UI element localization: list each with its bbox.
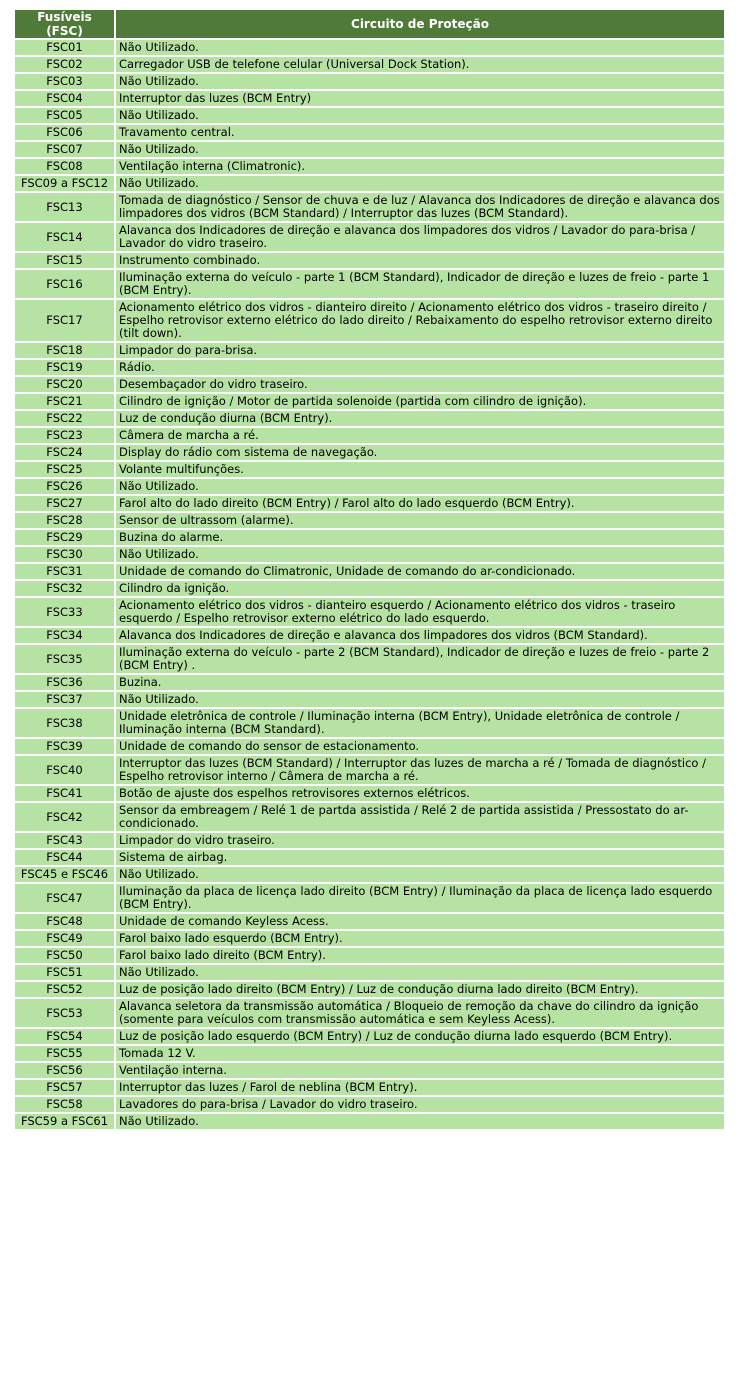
fuse-code-cell: FSC19 xyxy=(15,360,114,375)
fuse-code-cell: FSC51 xyxy=(15,965,114,980)
table-row xyxy=(15,513,724,528)
circuit-description-cell: Farol baixo lado direito (BCM Entry). xyxy=(116,948,724,963)
fuse-code-cell: FSC31 xyxy=(15,564,114,579)
table-row xyxy=(15,40,724,55)
circuit-description-cell: Iluminação da placa de licença lado direito (BCM Entry) / Iluminação da placa de licença lado esquerdo (BCM Entry). xyxy=(116,884,724,912)
table-row xyxy=(15,1046,724,1061)
fuse-code-cell: FSC58 xyxy=(15,1097,114,1112)
circuit-description-cell: Alavanca dos Indicadores de direção e alavanca dos limpadores dos vidros / Lavador do para-brisa / Lavador do vidro traseiro. xyxy=(116,223,724,251)
circuit-description-cell: Luz de posição lado direito (BCM Entry) / Luz de condução diurna lado direito (BCM Entry). xyxy=(116,982,724,997)
circuit-description-cell: Iluminação externa do veículo - parte 1 (BCM Standard), Indicador de direção e luzes de freio - parte 1 (BCM Entry). xyxy=(116,270,724,298)
fuse-code-cell: FSC15 xyxy=(15,253,114,268)
fuse-code-cell: FSC59 a FSC61 xyxy=(15,1114,114,1129)
table-row xyxy=(15,57,724,72)
circuit-description-cell: Lavadores do para-brisa / Lavador do vidro traseiro. xyxy=(116,1097,724,1112)
fuse-code-cell: FSC09 a FSC12 xyxy=(15,176,114,191)
circuit-description-cell: Não Utilizado. xyxy=(116,1114,724,1129)
table-row xyxy=(15,445,724,460)
table-row xyxy=(15,1063,724,1078)
circuit-description-cell: Não Utilizado. xyxy=(116,965,724,980)
fuse-code-cell: FSC08 xyxy=(15,159,114,174)
fuse-code-cell: FSC54 xyxy=(15,1029,114,1044)
table-row xyxy=(15,867,724,882)
table-row xyxy=(15,193,724,221)
fuse-code-cell: FSC48 xyxy=(15,914,114,929)
fuse-code-cell: FSC32 xyxy=(15,581,114,596)
table-row xyxy=(15,428,724,443)
circuit-description-cell: Desembaçador do vidro traseiro. xyxy=(116,377,724,392)
table-row xyxy=(15,360,724,375)
circuit-description-cell: Não Utilizado. xyxy=(116,142,724,157)
circuit-description-cell: Botão de ajuste dos espelhos retrovisores externos elétricos. xyxy=(116,786,724,801)
circuit-description-cell: Não Utilizado. xyxy=(116,108,724,123)
circuit-description-cell: Luz de posição lado esquerdo (BCM Entry) / Luz de condução diurna lado esquerdo (BCM Entry). xyxy=(116,1029,724,1044)
fuse-code-cell: FSC50 xyxy=(15,948,114,963)
circuit-description-cell: Carregador USB de telefone celular (Universal Dock Station). xyxy=(116,57,724,72)
table-row xyxy=(15,394,724,409)
fuse-code-cell: FSC02 xyxy=(15,57,114,72)
circuit-description-cell: Ventilação interna. xyxy=(116,1063,724,1078)
fuse-code-cell: FSC14 xyxy=(15,223,114,251)
circuit-description-cell: Unidade eletrônica de controle / Iluminação interna (BCM Entry), Unidade eletrônica de controle / Iluminação interna (BCM Standard). xyxy=(116,709,724,737)
table-row xyxy=(15,300,724,341)
table-row xyxy=(15,377,724,392)
fuse-code-cell: FSC53 xyxy=(15,999,114,1027)
circuit-description-cell: Tomada 12 V. xyxy=(116,1046,724,1061)
fuse-code-cell: FSC21 xyxy=(15,394,114,409)
circuit-description-cell: Tomada de diagnóstico / Sensor de chuva e de luz / Alavanca dos Indicadores de direção e alavanca dos limpadores dos vidros (BCM Standard) / Interruptor das luzes (BCM Standard). xyxy=(116,193,724,221)
table-row xyxy=(15,914,724,929)
circuit-description-cell: Unidade de comando do sensor de estacionamento. xyxy=(116,739,724,754)
fuse-code-cell: FSC16 xyxy=(15,270,114,298)
fuse-code-cell: FSC26 xyxy=(15,479,114,494)
circuit-description-cell: Não Utilizado. xyxy=(116,176,724,191)
table-row xyxy=(15,982,724,997)
fuse-code-cell: FSC03 xyxy=(15,74,114,89)
circuit-description-cell: Alavanca seletora da transmissão automática / Bloqueio de remoção da chave do cilindro da ignição (somente para veículos com transmissão automática e sem Keyless Acess). xyxy=(116,999,724,1027)
table-row xyxy=(15,1080,724,1095)
circuit-description-cell: Câmera de marcha a ré. xyxy=(116,428,724,443)
table-row xyxy=(15,709,724,737)
circuit-description-cell: Iluminação externa do veículo - parte 2 (BCM Standard), Indicador de direção e luzes de freio - parte 2 (BCM Entry) . xyxy=(116,645,724,673)
circuit-description-cell: Não Utilizado. xyxy=(116,692,724,707)
table-row xyxy=(15,598,724,626)
table-row xyxy=(15,833,724,848)
fuse-code-cell: FSC57 xyxy=(15,1080,114,1095)
table-row xyxy=(15,645,724,673)
table-row xyxy=(15,223,724,251)
table-row xyxy=(15,91,724,106)
table-row xyxy=(15,411,724,426)
table-row xyxy=(15,581,724,596)
table-row xyxy=(15,479,724,494)
table-row xyxy=(15,530,724,545)
fuse-code-cell: FSC01 xyxy=(15,40,114,55)
fuse-code-cell: FSC24 xyxy=(15,445,114,460)
circuit-description-cell: Acionamento elétrico dos vidros - dianteiro direito / Acionamento elétrico dos vidros - traseiro direito / Espelho retrovisor externo elétrico do lado direito / Rebaixamento do espelho retrovisor externo direito (tilt down). xyxy=(116,300,724,341)
circuit-description-cell: Buzina. xyxy=(116,675,724,690)
table-row xyxy=(15,628,724,643)
table-row xyxy=(15,675,724,690)
column-header-circuit: Circuito de Proteção xyxy=(116,10,724,38)
circuit-description-cell: Travamento central. xyxy=(116,125,724,140)
circuit-description-cell: Não Utilizado. xyxy=(116,479,724,494)
circuit-description-cell: Limpador do vidro traseiro. xyxy=(116,833,724,848)
table-row xyxy=(15,253,724,268)
fuse-code-cell: FSC23 xyxy=(15,428,114,443)
table-row xyxy=(15,850,724,865)
fuse-code-cell: FSC17 xyxy=(15,300,114,341)
table-row xyxy=(15,547,724,562)
circuit-description-cell: Volante multifunções. xyxy=(116,462,724,477)
table-row xyxy=(15,125,724,140)
circuit-description-cell: Display do rádio com sistema de navegação. xyxy=(116,445,724,460)
table-row xyxy=(15,462,724,477)
table-row xyxy=(15,948,724,963)
fuse-code-cell: FSC18 xyxy=(15,343,114,358)
table-row xyxy=(15,564,724,579)
table-row xyxy=(15,931,724,946)
circuit-description-cell: Alavanca dos Indicadores de direção e alavanca dos limpadores dos vidros (BCM Standard). xyxy=(116,628,724,643)
circuit-description-cell: Ventilação interna (Climatronic). xyxy=(116,159,724,174)
fuse-code-cell: FSC22 xyxy=(15,411,114,426)
circuit-description-cell: Interruptor das luzes (BCM Standard) / Interruptor das luzes de marcha a ré / Tomada de diagnóstico / Espelho retrovisor interno / Câmera de marcha a ré. xyxy=(116,756,724,784)
table-row xyxy=(15,1097,724,1112)
circuit-description-cell: Não Utilizado. xyxy=(116,867,724,882)
fuse-code-cell: FSC27 xyxy=(15,496,114,511)
table-header-row xyxy=(15,10,724,38)
circuit-description-cell: Não Utilizado. xyxy=(116,74,724,89)
fuse-code-cell: FSC41 xyxy=(15,786,114,801)
table-row xyxy=(15,756,724,784)
fuse-code-cell: FSC13 xyxy=(15,193,114,221)
table-row xyxy=(15,1029,724,1044)
fuse-code-cell: FSC47 xyxy=(15,884,114,912)
table-row xyxy=(15,74,724,89)
fuse-code-cell: FSC30 xyxy=(15,547,114,562)
fuse-code-cell: FSC28 xyxy=(15,513,114,528)
fuse-code-cell: FSC42 xyxy=(15,803,114,831)
circuit-description-cell: Unidade de comando do Climatronic, Unidade de comando do ar-condicionado. xyxy=(116,564,724,579)
circuit-description-cell: Cilindro de ignição / Motor de partida solenoide (partida com cilindro de ignição). xyxy=(116,394,724,409)
table-row xyxy=(15,692,724,707)
column-header-fuse: Fusíveis (FSC) xyxy=(15,10,114,38)
table-row xyxy=(15,786,724,801)
table-row xyxy=(15,1114,724,1129)
fuse-code-cell: FSC55 xyxy=(15,1046,114,1061)
fuse-code-cell: FSC37 xyxy=(15,692,114,707)
table-row xyxy=(15,999,724,1027)
fuse-code-cell: FSC56 xyxy=(15,1063,114,1078)
fuse-code-cell: FSC38 xyxy=(15,709,114,737)
fuse-code-cell: FSC06 xyxy=(15,125,114,140)
fuse-code-cell: FSC20 xyxy=(15,377,114,392)
fuse-code-cell: FSC43 xyxy=(15,833,114,848)
circuit-description-cell: Unidade de comando Keyless Acess. xyxy=(116,914,724,929)
table-body xyxy=(15,40,724,1129)
circuit-description-cell: Sistema de airbag. xyxy=(116,850,724,865)
table-row xyxy=(15,965,724,980)
fuse-code-cell: FSC35 xyxy=(15,645,114,673)
fuse-code-cell: FSC49 xyxy=(15,931,114,946)
table-row xyxy=(15,803,724,831)
fuse-code-cell: FSC34 xyxy=(15,628,114,643)
circuit-description-cell: Sensor de ultrassom (alarme). xyxy=(116,513,724,528)
fuse-code-cell: FSC07 xyxy=(15,142,114,157)
circuit-description-cell: Farol alto do lado direito (BCM Entry) / Farol alto do lado esquerdo (BCM Entry). xyxy=(116,496,724,511)
table-row xyxy=(15,108,724,123)
circuit-description-cell: Sensor da embreagem / Relé 1 de partda assistida / Relé 2 de partida assistida / Pressostato do ar-condicionado. xyxy=(116,803,724,831)
table-row xyxy=(15,176,724,191)
circuit-description-cell: Não Utilizado. xyxy=(116,547,724,562)
fuse-code-cell: FSC45 e FSC46 xyxy=(15,867,114,882)
fuse-code-cell: FSC04 xyxy=(15,91,114,106)
circuit-description-cell: Farol baixo lado esquerdo (BCM Entry). xyxy=(116,931,724,946)
table-row xyxy=(15,270,724,298)
circuit-description-cell: Interruptor das luzes (BCM Entry) xyxy=(116,91,724,106)
table-row xyxy=(15,142,724,157)
circuit-description-cell: Cilindro da ignição. xyxy=(116,581,724,596)
circuit-description-cell: Limpador do para-brisa. xyxy=(116,343,724,358)
fuse-table xyxy=(13,8,726,1131)
table-row xyxy=(15,884,724,912)
circuit-description-cell: Interruptor das luzes / Farol de neblina (BCM Entry). xyxy=(116,1080,724,1095)
fuse-code-cell: FSC25 xyxy=(15,462,114,477)
fuse-code-cell: FSC33 xyxy=(15,598,114,626)
fuse-code-cell: FSC40 xyxy=(15,756,114,784)
fuse-code-cell: FSC29 xyxy=(15,530,114,545)
circuit-description-cell: Rádio. xyxy=(116,360,724,375)
circuit-description-cell: Acionamento elétrico dos vidros - dianteiro esquerdo / Acionamento elétrico dos vidros - traseiro esquerdo / Espelho retrovisor externo elétrico do lado esquerdo. xyxy=(116,598,724,626)
circuit-description-cell: Luz de condução diurna (BCM Entry). xyxy=(116,411,724,426)
table-row xyxy=(15,496,724,511)
fuse-code-cell: FSC52 xyxy=(15,982,114,997)
circuit-description-cell: Não Utilizado. xyxy=(116,40,724,55)
circuit-description-cell: Instrumento combinado. xyxy=(116,253,724,268)
table-row xyxy=(15,343,724,358)
table-row xyxy=(15,159,724,174)
circuit-description-cell: Buzina do alarme. xyxy=(116,530,724,545)
table-row xyxy=(15,739,724,754)
fuse-code-cell: FSC36 xyxy=(15,675,114,690)
fuse-code-cell: FSC39 xyxy=(15,739,114,754)
fuse-code-cell: FSC05 xyxy=(15,108,114,123)
fuse-code-cell: FSC44 xyxy=(15,850,114,865)
